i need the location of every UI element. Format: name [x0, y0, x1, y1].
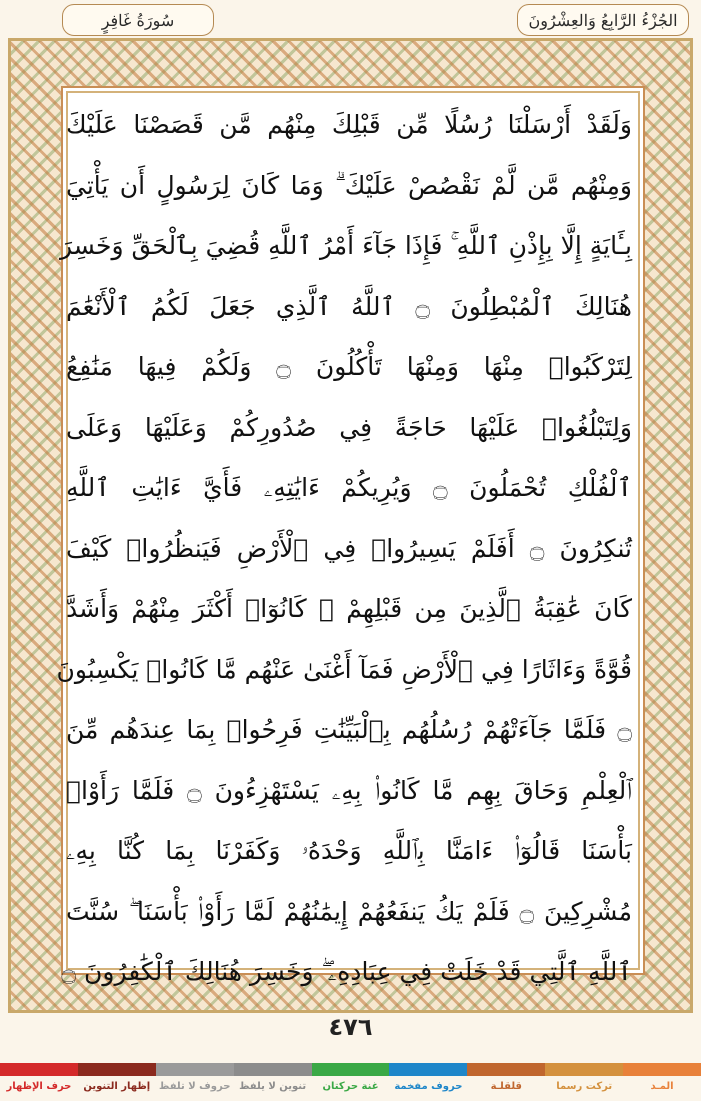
verse-line: ۝ فَلَمَّا جَآءَتْهُمْ رُسُلُهُم بِٱلْبَيِّنَٰتِ فَرِحُوا۟ بِمَا عِندَهُم مِّنَ: [66, 715, 632, 744]
verse-line: ٱلْعِلْمِ وَحَاقَ بِهِم مَّا كَانُوا۟ بِهِۦ يَسْتَهْزِءُونَ ۝ فَلَمَّا رَأَوْا۟: [66, 775, 633, 805]
page-header: [8, 2, 693, 38]
juz-label: الجُزْءُ الرَّابِعُ وَالعِشْرُونَ: [517, 4, 689, 36]
verse-line: لِتَرْكَبُوا۟ مِنْهَا وَمِنْهَا تَأْكُلُونَ ۝ وَلَكُمْ فِيهَا مَنَٰفِعُ: [66, 352, 632, 381]
verse-line: ٱلْفُلْكِ تُحْمَلُونَ ۝ وَيُرِيكُمْ ءَايَٰتِهِۦ فَأَيَّ ءَايَٰتِ ٱللَّهِ: [66, 473, 632, 502]
legend-label: حروف مفخمة: [394, 1081, 463, 1092]
legend-label: إظهار التنوين: [83, 1081, 151, 1092]
legend-swatch: [234, 1063, 312, 1076]
legend-item: [78, 1063, 156, 1101]
verse-lines: [56, 95, 633, 1003]
verse-line: بِـَٔايَةٍ إِلَّا بِإِذْنِ ٱللَّهِ ۚ فَإِذَا جَآءَ أَمْرُ ٱللَّهِ قُضِيَ بِٱلْحَقِّ وَخَسِرَ: [59, 231, 632, 260]
legend-item: [389, 1063, 467, 1101]
legend-swatch: [623, 1063, 701, 1076]
legend-item: [312, 1063, 390, 1101]
verse-line: وَمِنْهُم مَّن لَّمْ نَقْصُصْ عَلَيْكَ ۗ وَمَا كَانَ لِرَسُولٍ أَن يَأْتِيَ: [66, 170, 632, 200]
legend-item: [0, 1063, 78, 1101]
legend-swatch: [156, 1063, 234, 1076]
legend-swatch: [545, 1063, 623, 1076]
verse-line: وَلَقَدْ أَرْسَلْنَا رُسُلًا مِّن قَبْلِكَ مِنْهُم مَّن قَصَصْنَا عَلَيْكَ: [66, 110, 632, 139]
legend-swatch: [78, 1063, 156, 1076]
legend-item: [623, 1063, 701, 1101]
verse-line: قُوَّةً وَءَاثَارًا فِي ٱلْأَرْضِ فَمَآ أَغْنَىٰ عَنْهُم مَّا كَانُوا۟ يَكْسِبُونَ: [56, 654, 632, 684]
legend-label: المـد: [650, 1081, 674, 1092]
page-number: ٤٧٦: [328, 1013, 373, 1041]
legend-swatch: [0, 1063, 78, 1076]
legend-item: [156, 1063, 234, 1101]
tajweed-legend: [0, 1063, 701, 1101]
legend-item: [234, 1063, 312, 1101]
verse-line: كَانَ عَٰقِبَةُ ٱلَّذِينَ مِن قَبْلِهِمْ ۚ كَانُوٓا۟ أَكْثَرَ مِنْهُمْ وَأَشَدَّ: [66, 594, 632, 623]
legend-label: قلقلـة: [490, 1081, 522, 1092]
legend-label: حروف لا تلفظ: [159, 1081, 231, 1092]
surah-label: سُورَةُ غَافِرٍ: [62, 4, 214, 36]
legend-swatch: [389, 1063, 467, 1076]
verse-line: هُنَالِكَ ٱلْمُبْطِلُونَ ۝ ٱللَّهُ ٱلَّذِي جَعَلَ لَكُمُ ٱلْأَنْعَٰمَ: [66, 291, 632, 321]
legend-label: تركت رسما: [556, 1081, 613, 1092]
verse-line: تُنكِرُونَ ۝ أَفَلَمْ يَسِيرُوا۟ فِي ٱلْأَرْضِ فَيَنظُرُوا۟ كَيْفَ: [66, 533, 632, 563]
verse-line: وَلِتَبْلُغُوا۟ عَلَيْهَا حَاجَةً فِي صُدُورِكُمْ وَعَلَيْهَا وَعَلَى: [66, 412, 632, 442]
legend-label: غنة حركتان: [322, 1081, 379, 1092]
legend-swatch: [312, 1063, 390, 1076]
verse-line: مُشْرِكِينَ ۝ فَلَمْ يَكُ يَنفَعُهُمْ إِيمَٰنُهُمْ لَمَّا رَأَوْا۟ بَأْسَنَا ۖ سُنَّتَ: [66, 896, 632, 926]
legend-label: تنوين لا يلفظ: [239, 1081, 307, 1092]
legend-item: [467, 1063, 545, 1101]
legend-item: [545, 1063, 623, 1101]
verse-line: بَأْسَنَا قَالُوٓا۟ ءَامَنَّا بِٱللَّهِ وَحْدَهُۥ وَكَفَرْنَا بِمَا كُنَّا بِهِۦ: [66, 836, 632, 865]
verse-line: ٱللَّهِ ٱلَّتِي قَدْ خَلَتْ فِي عِبَادِهِۦ ۖ وَخَسِرَ هُنَالِكَ ٱلْكَٰفِرُونَ ۝: [61, 957, 632, 986]
legend-swatch: [467, 1063, 545, 1076]
legend-label: حرف الإظهار: [6, 1081, 72, 1092]
